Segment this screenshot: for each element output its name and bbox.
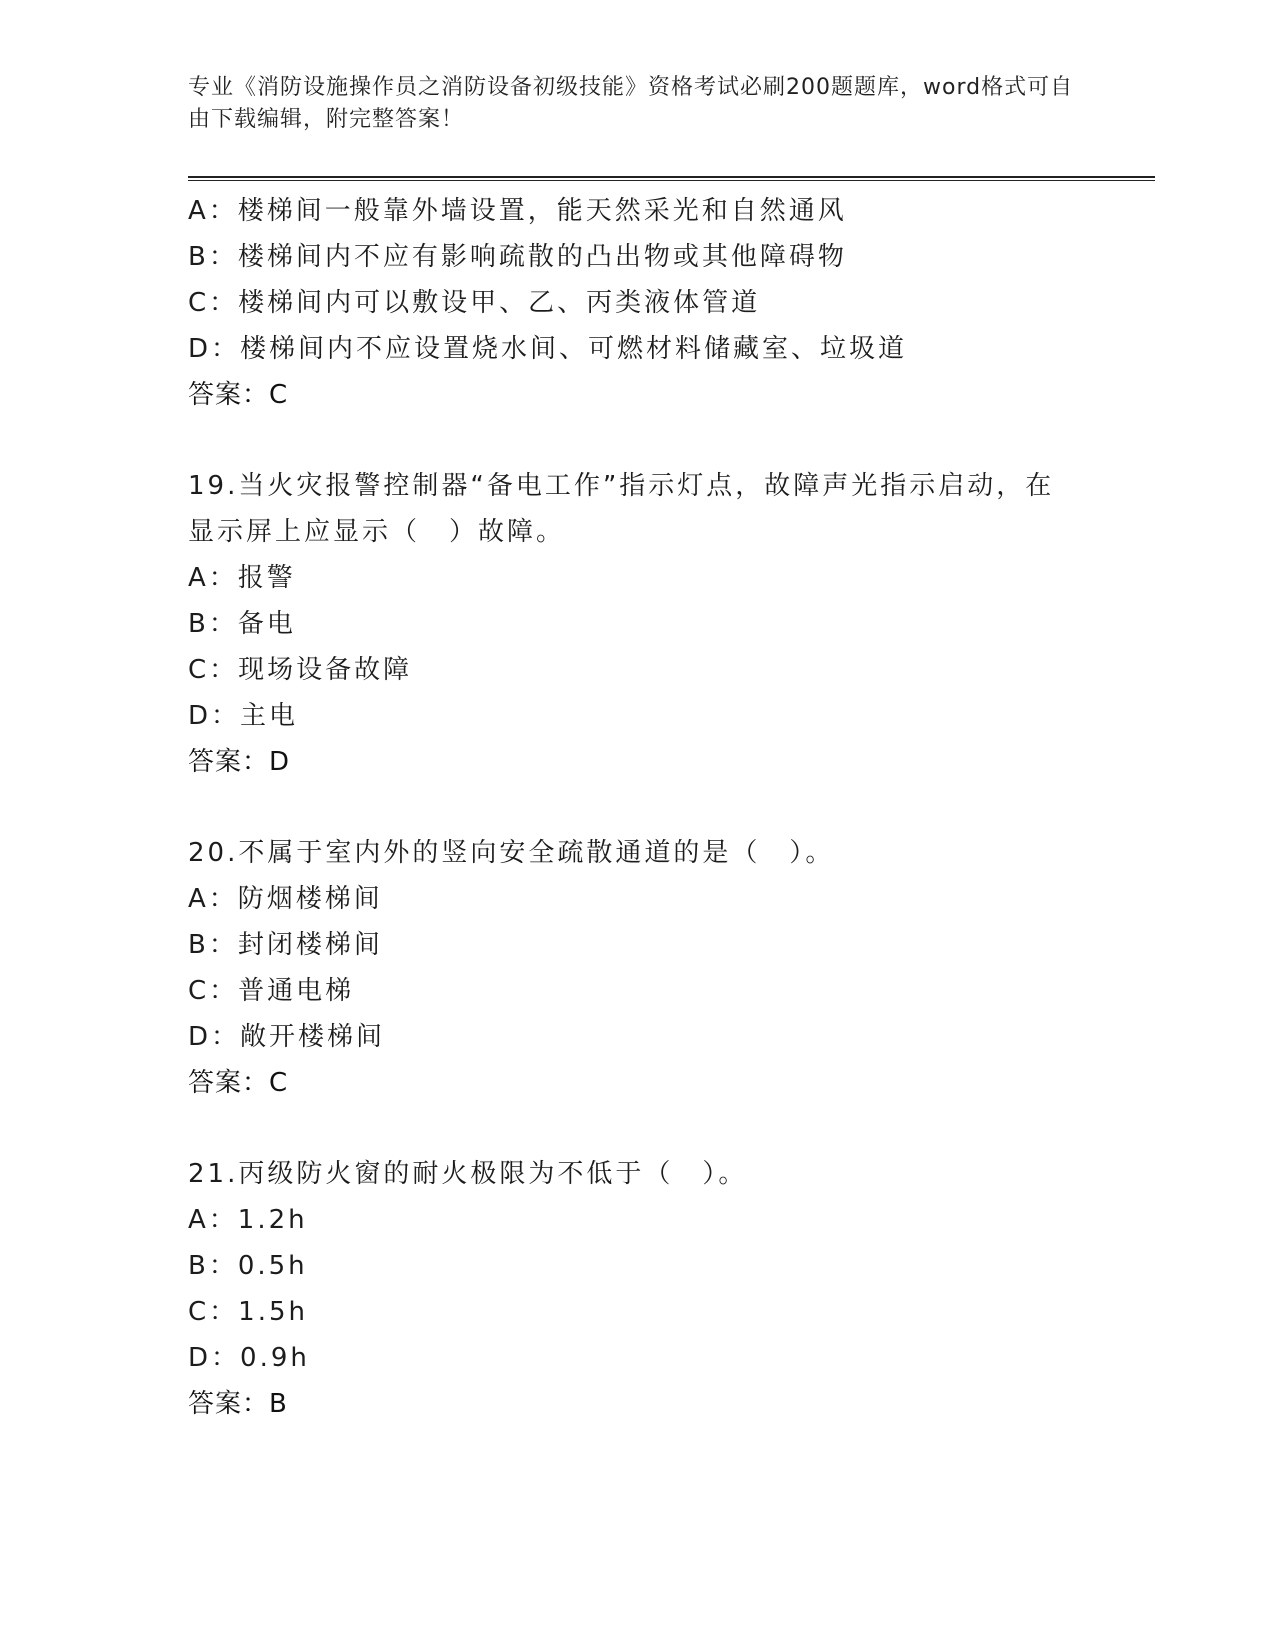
answer-label: 答案：C bbox=[188, 1068, 289, 1098]
option-c: C：普通电梯 bbox=[188, 976, 355, 1006]
question-18-block bbox=[188, 188, 1088, 418]
option-a: A：报警 bbox=[188, 563, 296, 593]
question-21-block bbox=[188, 1151, 1088, 1427]
question-19-block bbox=[188, 463, 1088, 785]
option-a: A：1.2h bbox=[188, 1205, 308, 1235]
option-c: C：1.5h bbox=[188, 1297, 308, 1327]
spacer bbox=[188, 418, 1088, 463]
question-20-block bbox=[188, 830, 1088, 1106]
question-stem: 19.当火灾报警控制器“备电工作”指示灯点，故障声光指示启动，在显示屏上应显示（ ）故障。 bbox=[188, 471, 1055, 547]
option-d: D：敞开楼梯间 bbox=[188, 1022, 386, 1052]
spacer bbox=[188, 1106, 1088, 1151]
option-d: D：主电 bbox=[188, 701, 299, 731]
question-stem: 21.丙级防火窗的耐火极限为不低于（ ）。 bbox=[188, 1159, 748, 1189]
document-header: 专业《消防设施操作员之消防设备初级技能》资格考试必刷200题题库，word格式可自由下载编辑，附完整答案！ bbox=[188, 75, 1074, 132]
option-b: B：楼梯间内不应有影响疏散的凸出物或其他障碍物 bbox=[188, 242, 847, 272]
option-c: C：楼梯间内可以敷设甲、乙、丙类液体管道 bbox=[188, 288, 761, 318]
option-b: B：0.5h bbox=[188, 1251, 308, 1281]
answer-label: 答案：D bbox=[188, 747, 291, 777]
option-a: A：防烟楼梯间 bbox=[188, 884, 383, 914]
header-divider bbox=[188, 176, 1155, 181]
option-b: B：备电 bbox=[188, 609, 296, 639]
answer-label: 答案：B bbox=[188, 1389, 288, 1419]
option-c: C：现场设备故障 bbox=[188, 655, 413, 685]
option-d: D：0.9h bbox=[188, 1343, 310, 1373]
spacer bbox=[188, 785, 1088, 830]
question-stem: 20.不属于室内外的竖向安全疏散通道的是（ ）。 bbox=[188, 838, 835, 868]
question-list bbox=[188, 188, 1088, 1427]
option-a: A：楼梯间一般靠外墙设置，能天然采光和自然通风 bbox=[188, 196, 847, 226]
option-b: B：封闭楼梯间 bbox=[188, 930, 383, 960]
option-d: D：楼梯间内不应设置烧水间、可燃材料储藏室、垃圾道 bbox=[188, 334, 908, 364]
answer-label: 答案：C bbox=[188, 380, 289, 410]
